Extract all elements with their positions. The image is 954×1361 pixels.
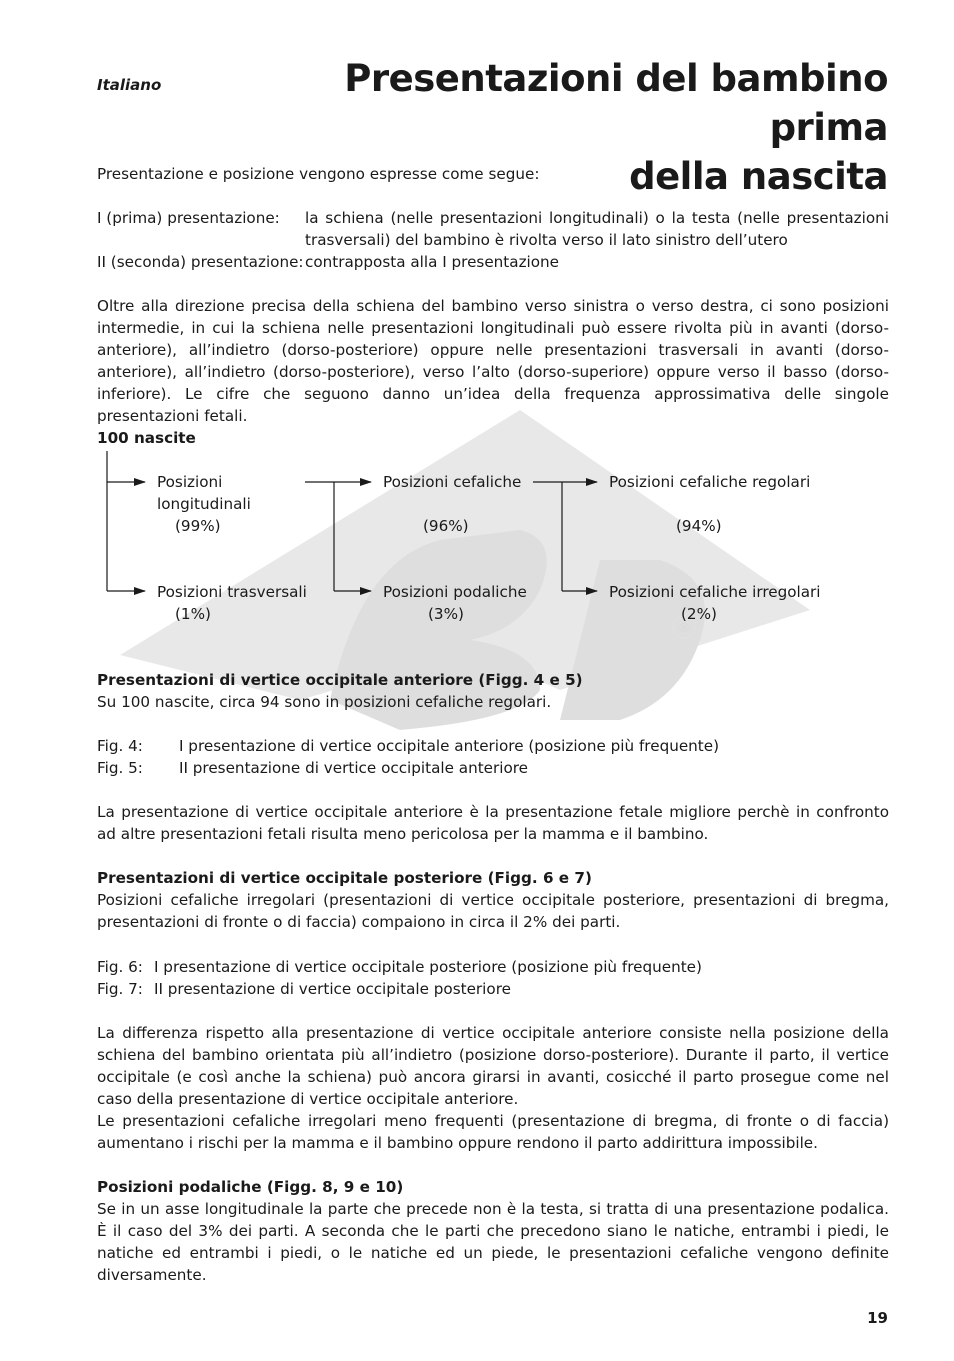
node-podalic: Posizioni podaliche <box>383 583 527 601</box>
title-line-1: Presentazioni del bambino prima <box>344 57 888 149</box>
pct-longitudinal: (99%) <box>175 517 221 535</box>
heading-anterior: Presentazioni di vertice occipitale anteriore (Figg. 4 e 5) <box>97 671 583 689</box>
fig-text-5: II presentazione di vertice occipitale anteriore <box>179 759 529 777</box>
directions-paragraph: Oltre alla direzione precisa della schiena del bambino verso sinistra o verso destra, ci sono posizioni intermedie, in cui la schiena nelle presentazioni longitudinali può essere rivolta più in avanti (dorso-anteriore), all’indietro (dorso-posteriore) oppure nelle presentazioni trasversali in avanti (dorso-anteriore), all’indietro (dorso-posteriore), verso l’alto (dorso-superiore) oppure verso il basso (dorso-inferiore). Le cifre che seguono danno un’idea della frequenza approssimativa delle singole presentazioni fetali. <box>97 297 889 425</box>
page-number: 19 <box>867 1309 888 1327</box>
heading-posterior: Presentazioni di vertice occipitale posteriore (Figg. 6 e 7) <box>97 869 592 887</box>
node-transverse: Posizioni trasversali <box>157 583 307 601</box>
fig-text-6: I presentazione di vertice occipitale posteriore (posizione più frequente) <box>154 958 702 976</box>
pct-transverse: (1%) <box>175 605 211 623</box>
definition-text-second: contrapposta alla I presentazione <box>305 253 560 271</box>
node-cephalic: Posizioni cefaliche <box>383 473 522 491</box>
language-label: Italiano <box>97 76 162 94</box>
posterior-text: Posizioni cefaliche irregolari (presentazioni di vertice occipitale posteriore, presentazioni di bregma, presentazioni di fronte o di faccia) compaiono in circa il 2% dei parti. <box>97 891 889 931</box>
posterior-irregular: Le presentazioni cefaliche irregolari meno frequenti (presentazione di bregma, di fronte o di faccia) aumentano i rischi per la mamma e il bambino oppure rendono il parto addirittura impossibile. <box>97 1112 889 1152</box>
intro-text: Presentazione e posizione vengono espresse come segue: <box>97 165 540 183</box>
fig-text-4: I presentazione di vertice occipitale anteriore (posizione più frequente) <box>179 737 720 755</box>
podalic-text: Se in un asse longitudinale la parte che precede non è la testa, si tratta di una presentazione podalica. È il caso del 3% dei parti. A seconda che le parti che precedono siano le natiche, entrambi i piedi, le natiche ed entrambi i piedi, o le natiche ed un piede, le presentazioni cefaliche vengono definite diversamente. <box>97 1200 889 1284</box>
definition-label-second: II (seconda) presentazione: <box>97 253 304 271</box>
fig-text-7: II presentazione di vertice occipitale posteriore <box>154 980 511 998</box>
pct-cephalic: (96%) <box>423 517 469 535</box>
posterior-difference: La differenza rispetto alla presentazione di vertice occipitale anteriore consiste nella posizione della schiena del bambino orientata più all’indietro (posizione dorso-posteriore). Durante il parto, il vertice occipitale (e così anche la schiena) può ancora girarsi in avanti, cosicché il parto prosegue come nel caso della presentazione di vertice occipitale anteriore. <box>97 1024 889 1108</box>
title-line-2: della nascita <box>629 155 888 198</box>
heading-podalic: Posizioni podaliche (Figg. 8, 9 e 10) <box>97 1178 404 1196</box>
pct-cephalic-regular: (94%) <box>676 517 722 535</box>
fig-label-4: Fig. 4: <box>97 737 143 755</box>
node-longitudinal-line2: longitudinali <box>157 495 251 513</box>
diagram-root: 100 nascite <box>97 429 196 447</box>
pct-podalic: (3%) <box>428 605 464 623</box>
pct-cephalic-irregular: (2%) <box>681 605 717 623</box>
anterior-text: Su 100 nascite, circa 94 sono in posizioni cefaliche regolari. <box>97 693 552 711</box>
node-longitudinal-line1: Posizioni <box>157 473 223 491</box>
fig-label-5: Fig. 5: <box>97 759 143 777</box>
registered-mark: ® <box>679 620 689 635</box>
anterior-conclusion: La presentazione di vertice occipitale anteriore è la presentazione fetale migliore perchè in confronto ad altre presentazioni fetali risulta meno pericolosa per la mamma e il bambino. <box>97 803 889 843</box>
fig-label-6: Fig. 6: <box>97 958 143 976</box>
node-cephalic-regular: Posizioni cefaliche regolari <box>609 473 811 491</box>
fig-label-7: Fig. 7: <box>97 980 143 998</box>
definition-label-first: I (prima) presentazione: <box>97 209 280 227</box>
definition-text-first: la schiena (nelle presentazioni longitudinali) o la testa (nelle presentazioni trasversali) del bambino è rivolta verso il lato sinistro dell’utero <box>305 209 889 249</box>
node-cephalic-irregular: Posizioni cefaliche irregolari <box>609 583 821 601</box>
